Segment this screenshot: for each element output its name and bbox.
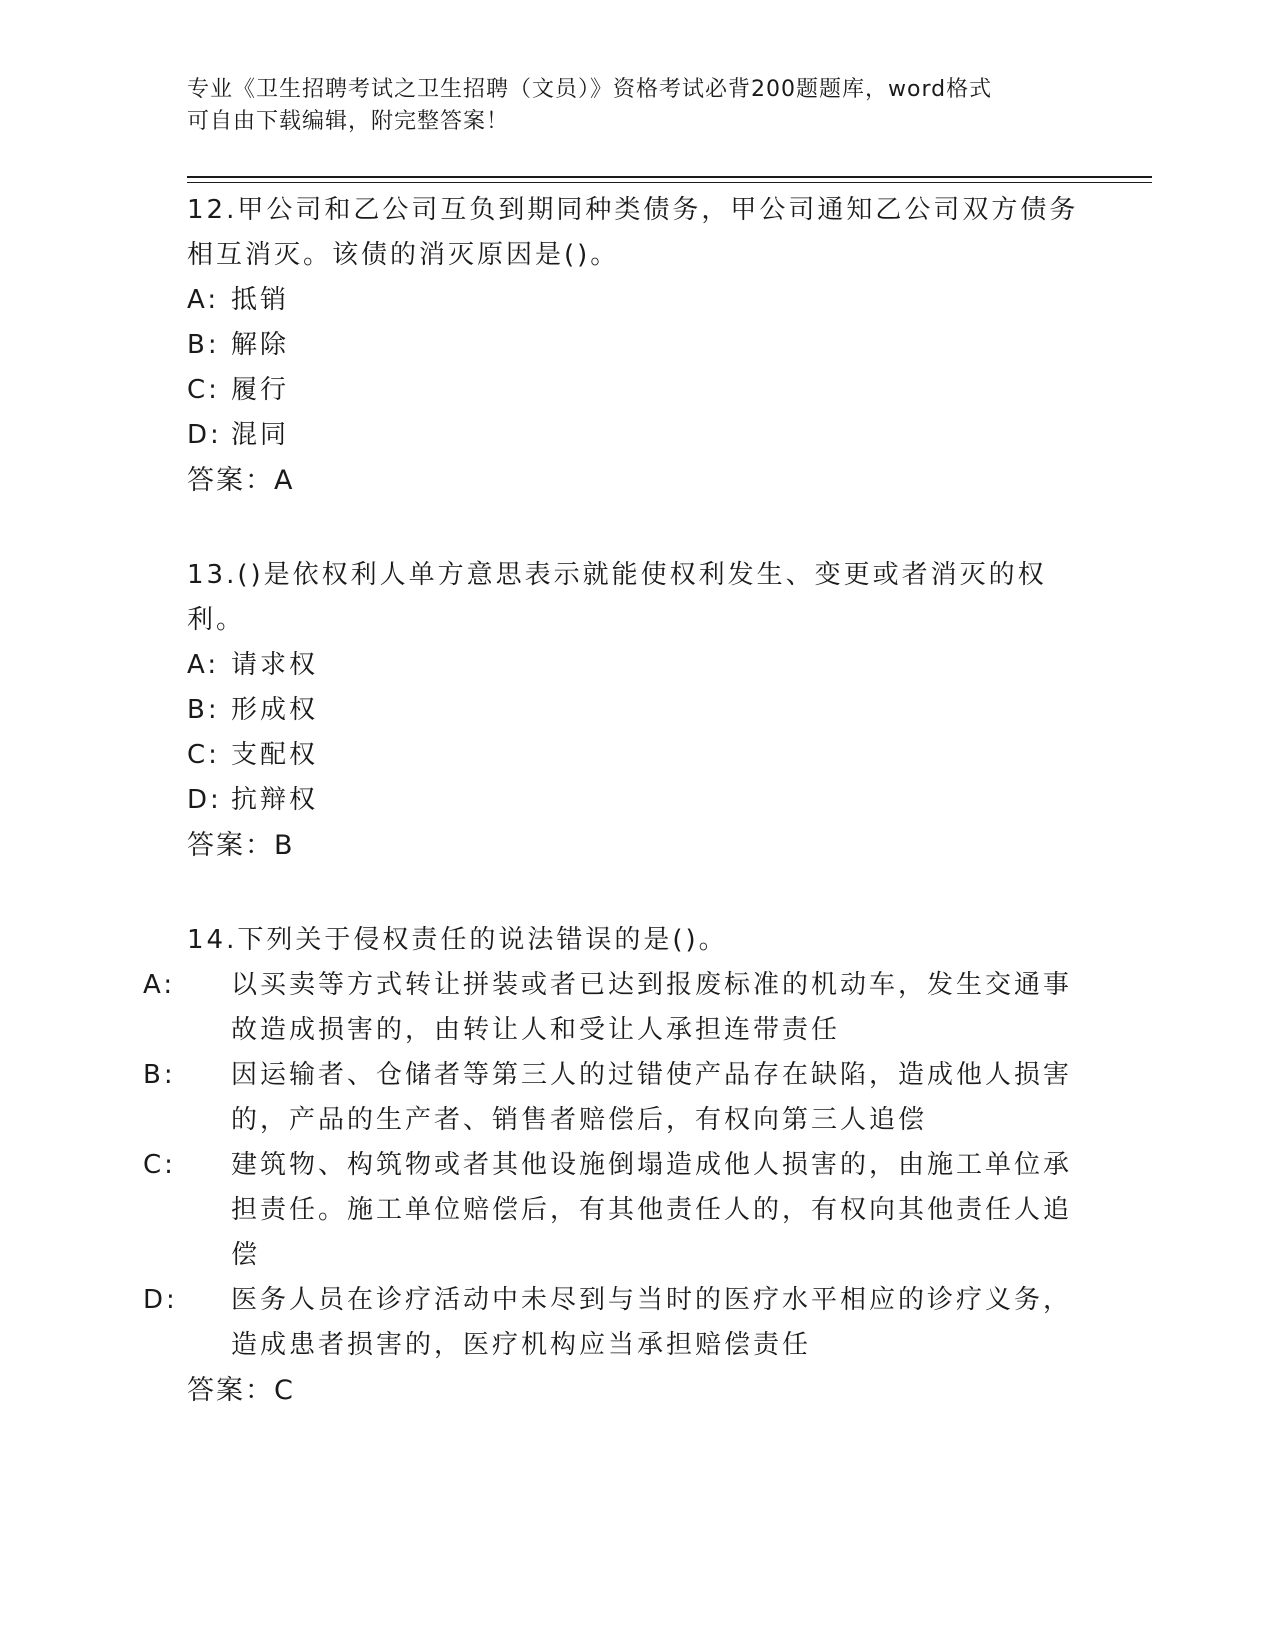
option-text: 履行 xyxy=(231,375,290,405)
option-label: D: xyxy=(187,785,222,815)
header-divider xyxy=(187,176,1152,178)
option-label: C: xyxy=(143,1150,176,1180)
option-b xyxy=(187,323,1087,368)
option-text: 抵销 xyxy=(231,285,290,315)
option-label: D: xyxy=(143,1285,178,1315)
question-text: 12.甲公司和乙公司互负到期同种类债务，甲公司通知乙公司双方债务相互消灭。该债的消灭原因是()。 xyxy=(187,195,1079,270)
option-d xyxy=(187,778,1087,823)
option-text: 以买卖等方式转让拼装或者已达到报废标准的机动车，发生交通事故造成损害的，由转让人和受让人承担连带责任 xyxy=(231,970,1073,1045)
option-a xyxy=(187,643,1087,688)
option-d xyxy=(187,413,1087,458)
option-text: 因运输者、仓储者等第三人的过错使产品存在缺陷，造成他人损害的，产品的生产者、销售者赔偿后，有权向第三人追偿 xyxy=(231,1060,1073,1135)
option-b xyxy=(187,688,1087,733)
header-line-2: 可自由下载编辑，附完整答案！ xyxy=(187,109,510,134)
answer: 答案：C xyxy=(187,1375,295,1406)
option-d xyxy=(143,1278,1087,1368)
option-a xyxy=(143,963,1087,1053)
question-14 xyxy=(143,918,1087,1413)
option-b xyxy=(143,1053,1087,1143)
option-text: 混同 xyxy=(231,420,290,450)
question-12 xyxy=(187,188,1087,503)
option-label: C: xyxy=(187,375,220,405)
option-text: 解除 xyxy=(231,330,290,360)
option-label: C: xyxy=(187,740,220,770)
option-c xyxy=(143,1143,1087,1278)
option-label: B: xyxy=(187,695,220,725)
option-label: A: xyxy=(143,970,176,1000)
option-text: 抗辩权 xyxy=(231,785,319,815)
option-label: B: xyxy=(143,1060,176,1090)
option-label: A: xyxy=(187,285,220,315)
question-13 xyxy=(187,553,1087,868)
option-text: 医务人员在诊疗活动中未尽到与当时的医疗水平相应的诊疗义务，造成患者损害的，医疗机构应当承担赔偿责任 xyxy=(231,1285,1073,1360)
answer: 答案：A xyxy=(187,465,295,496)
option-label: D: xyxy=(187,420,222,450)
option-a xyxy=(187,278,1087,323)
option-text: 请求权 xyxy=(231,650,319,680)
document-header xyxy=(187,74,1067,138)
option-label: B: xyxy=(187,330,220,360)
option-text: 形成权 xyxy=(231,695,319,725)
header-divider-thin xyxy=(187,182,1152,183)
option-c xyxy=(187,368,1087,413)
header-line-1: 专业《卫生招聘考试之卫生招聘（文员）》资格考试必背200题题库，word格式 xyxy=(187,77,993,102)
answer: 答案：B xyxy=(187,830,295,861)
option-c xyxy=(187,733,1087,778)
question-text: 13.()是依权利人单方意思表示就能使权利发生、变更或者消灭的权利。 xyxy=(187,560,1047,635)
option-text: 支配权 xyxy=(231,740,319,770)
option-text: 建筑物、构筑物或者其他设施倒塌造成他人损害的，由施工单位承担责任。施工单位赔偿后，有其他责任人的，有权向其他责任人追偿 xyxy=(231,1150,1073,1270)
option-label: A: xyxy=(187,650,220,680)
question-text: 14.下列关于侵权责任的说法错误的是()。 xyxy=(187,925,728,955)
